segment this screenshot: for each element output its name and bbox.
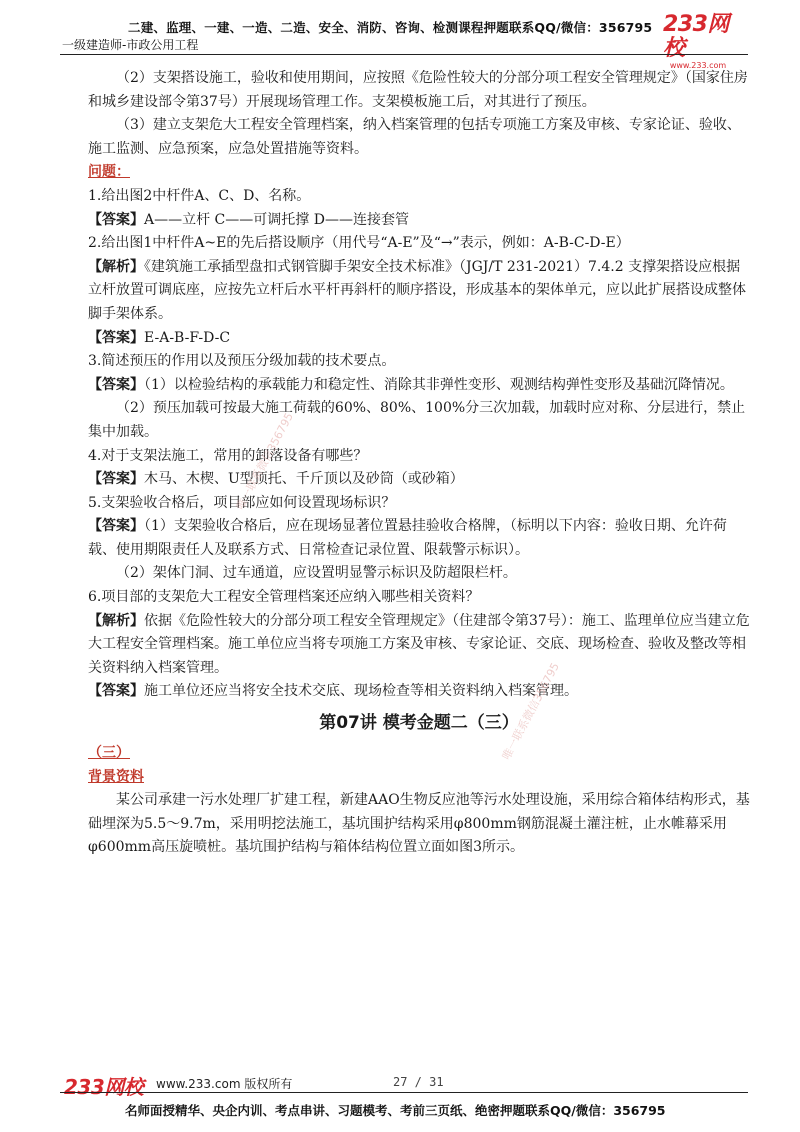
- background-paragraph: 某公司承建一污水处理厂扩建工程，新建AAO生物反应池等污水处理设施，采用综合箱体结构形式，基础埋深为5.5～9.7m，采用明挖法施工，基坑围护结构采用φ800mm钢筋混凝土灌注桩，止水帷幕采用φ600mm高压旋喷桩。基坑围护结构与箱体结构位置立面如图3所示。: [88, 792, 750, 856]
- footer-divider: [60, 1092, 748, 1093]
- answer-1: 【答案】A——立杆 C——可调托撑 D——连接套管: [88, 211, 409, 228]
- paragraph: （2）支架搭设施工，验收和使用期间，应按照《危险性较大的分部分项工程安全管理规定》（国家住房和城乡建设部令第37号）开展现场管理工作。支架模板施工后，对其进行了预压。: [88, 70, 748, 110]
- answer-2: 【答案】E-A-B-F-D-C: [88, 329, 231, 346]
- questions-heading: 问题：: [88, 164, 130, 181]
- answer-5: 【答案】（1）支架验收合格后，应在现场显著位置悬挂验收合格牌，（标明以下内容：验收日期、允许荷载、使用期限责任人及联系方式、日常检查记录位置、限载警示标识）。: [88, 518, 727, 558]
- footer-logo: 233网校: [64, 1075, 144, 1099]
- document-body: [88, 67, 750, 860]
- background-heading: 背景资料: [88, 768, 144, 785]
- footer-contact-line: 名师面授精华、央企内训、考点串讲、习题模考、考前三页纸、绝密押题联系QQ/微信：356795: [125, 1103, 666, 1118]
- lecture-title: 第07讲 模考金题二（三）: [319, 713, 519, 734]
- watermark-text: 唯一联系微信356795: [499, 660, 562, 763]
- answer-6: 【答案】施工单位还应当将安全技术交底、现场检查等相关资料纳入档案管理。: [88, 683, 578, 700]
- footer-copyright: www.233.com 版权所有: [156, 1077, 293, 1091]
- answer-3: 【答案】（1）以检验结构的承载能力和稳定性、消除其非弹性变形、观测结构弹性变形及基础沉降情况。: [88, 376, 734, 393]
- watermark-text: 唯一联系微信356795: [233, 410, 296, 513]
- section-mark: （三）: [88, 745, 130, 762]
- brand-logo: 233网校 www.233.com: [663, 12, 729, 70]
- answer-5-part-2: （2）架体门洞、过车通道，应设置明显警示标识及防超限栏杆。: [116, 565, 517, 582]
- question-1: 1.给出图2中杆件A、C、D、名称。: [88, 187, 311, 204]
- analysis-6: 【解析】依据《危险性较大的分部分项工程安全管理规定》（住建部令第37号）：施工、监理单位应当建立危大工程安全管理档案。施工单位应当将专项施工方案及审核、专家论证、交底、现场检查、验收及整改等相关资料纳入档案管理。: [88, 612, 750, 676]
- question-3: 3.简述预压的作用以及预压分级加载的技术要点。: [88, 353, 396, 370]
- question-6: 6.项目部的支架危大工程安全管理档案还应纳入哪些相关资料？: [88, 589, 480, 606]
- header-divider: [60, 54, 748, 55]
- question-4: 4.对于支架法施工，常用的卸落设备有哪些？: [88, 447, 368, 464]
- page-number: 27 / 31: [393, 1075, 444, 1089]
- paragraph: （3）建立支架危大工程安全管理档案，纳入档案管理的包括专项施工方案及审核、专家论证、验收、施工监测、应急预案，应急处置措施等资料。: [88, 117, 741, 157]
- question-5: 5.支架验收合格后，项目部应如何设置现场标识？: [88, 494, 396, 511]
- analysis-2: 【解析】《建筑施工承插型盘扣式钢管脚手架安全技术标准》（JGJ/T 231-2021）7.4.2 支撑架搭设应根据立杆放置可调底座，应按先立杆后水平杆再斜杆的顺序搭设，形成基本的架体单元，应以此扩展搭设成整体脚手架体系。: [88, 258, 746, 322]
- question-2: 2.给出图1中杆件A~E的先后搭设顺序（用代号“A-E”及“→”表示，例如：A-B-C-D-E）: [88, 235, 630, 252]
- answer-4: 【答案】木马、木楔、U型顶托、千斤顶以及砂筒（或砂箱）: [88, 471, 464, 488]
- header-contact-line: 二建、监理、一建、一造、二造、安全、消防、咨询、检测课程押题联系QQ/微信：356795: [128, 20, 653, 35]
- answer-3-part-2: （2）预压加载可按最大施工荷载的60%、80%、100%分三次加载，加载时应对称、分层进行，禁止集中加载。: [88, 400, 746, 440]
- header-course-title: 一级建造师-市政公用工程: [62, 38, 199, 52]
